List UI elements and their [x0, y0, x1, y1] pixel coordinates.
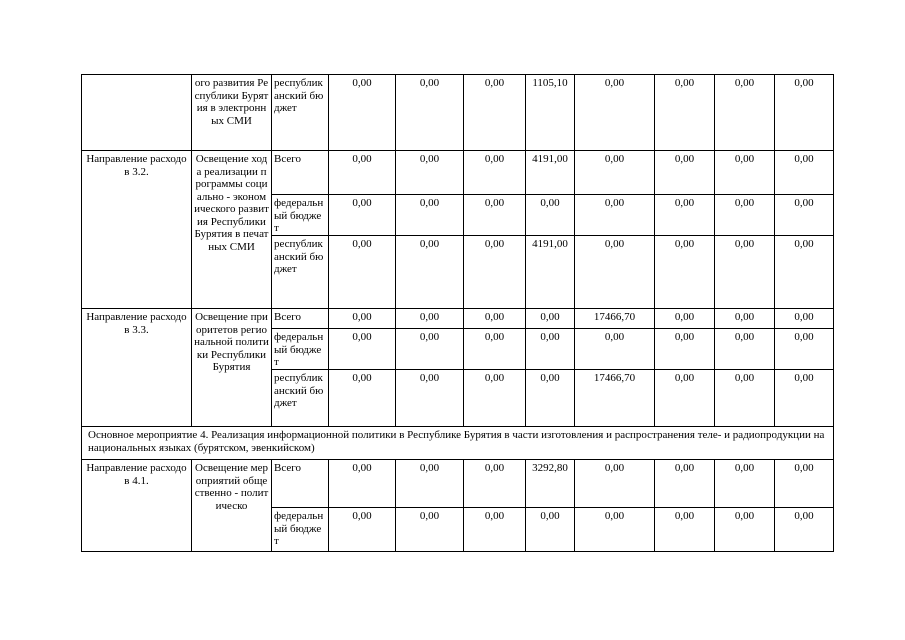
value-cell: 0,00: [396, 195, 464, 236]
value-cell: 0,00: [329, 236, 396, 309]
value-cell: 0,00: [655, 236, 715, 309]
value-cell: 0,00: [526, 508, 575, 552]
table-row: [82, 309, 834, 329]
value-cell: 0,00: [655, 309, 715, 329]
main-event-heading: Основное мероприятие 4. Реализация информационной политики в Республике Бурятия в части изготовления и распространения теле- и радиопродукции на национальных языках (бурятском, эвенкийском): [82, 427, 834, 460]
value-cell: 0,00: [775, 151, 834, 195]
value-cell: 0,00: [575, 151, 655, 195]
value-cell: 0,00: [396, 460, 464, 508]
value-cell: 0,00: [464, 75, 526, 151]
value-cell: 0,00: [526, 329, 575, 370]
source-cell: республиканский бюджет: [272, 370, 329, 427]
value-cell: 0,00: [464, 508, 526, 552]
value-cell: 0,00: [575, 75, 655, 151]
value-cell: 0,00: [575, 236, 655, 309]
value-cell: 0,00: [464, 370, 526, 427]
value-cell: 0,00: [329, 195, 396, 236]
value-cell: 0,00: [396, 236, 464, 309]
section-cell: Направление расходов 4.1.: [82, 460, 192, 552]
source-cell: федеральный бюджет: [272, 195, 329, 236]
value-cell: 1105,10: [526, 75, 575, 151]
value-cell: 0,00: [526, 309, 575, 329]
table-row: [82, 75, 834, 151]
value-cell: 0,00: [715, 236, 775, 309]
value-cell: 0,00: [464, 236, 526, 309]
value-cell: 0,00: [775, 75, 834, 151]
value-cell: 0,00: [464, 329, 526, 370]
value-cell: 0,00: [575, 329, 655, 370]
value-cell: 0,00: [526, 370, 575, 427]
event-name-cell: Освещение хода реализации программы социально - экономического развития Республики Бурятия в печатных СМИ: [192, 151, 272, 309]
value-cell: 0,00: [329, 508, 396, 552]
value-cell: 4191,00: [526, 236, 575, 309]
budget-table: [81, 74, 834, 552]
event-name-cell: ого развития Республики Бурятия в электронных СМИ: [192, 75, 272, 151]
value-cell: 0,00: [775, 370, 834, 427]
source-cell: Всего: [272, 151, 329, 195]
value-cell: 0,00: [464, 195, 526, 236]
value-cell: 0,00: [775, 309, 834, 329]
table-row: [82, 460, 834, 508]
value-cell: 0,00: [655, 75, 715, 151]
value-cell: 0,00: [464, 151, 526, 195]
value-cell: 0,00: [329, 151, 396, 195]
source-cell: федеральный бюджет: [272, 508, 329, 552]
value-cell: 3292,80: [526, 460, 575, 508]
value-cell: 0,00: [715, 508, 775, 552]
value-cell: 0,00: [329, 75, 396, 151]
value-cell: 0,00: [464, 309, 526, 329]
value-cell: 0,00: [775, 460, 834, 508]
value-cell: 0,00: [396, 151, 464, 195]
value-cell: 0,00: [526, 195, 575, 236]
value-cell: 0,00: [715, 329, 775, 370]
value-cell: 0,00: [715, 195, 775, 236]
section-cell: Направление расходов 3.2.: [82, 151, 192, 309]
source-cell: республиканский бюджет: [272, 75, 329, 151]
source-cell: республиканский бюджет: [272, 236, 329, 309]
value-cell: 0,00: [329, 309, 396, 329]
value-cell: 0,00: [775, 195, 834, 236]
value-cell: 0,00: [396, 508, 464, 552]
value-cell: 0,00: [329, 460, 396, 508]
value-cell: 0,00: [775, 329, 834, 370]
value-cell: 0,00: [575, 195, 655, 236]
value-cell: 0,00: [655, 460, 715, 508]
table-row: [82, 427, 834, 460]
value-cell: 0,00: [655, 195, 715, 236]
source-cell: федеральный бюджет: [272, 329, 329, 370]
source-cell: Всего: [272, 460, 329, 508]
value-cell: 0,00: [396, 329, 464, 370]
value-cell: 0,00: [775, 508, 834, 552]
value-cell: 0,00: [715, 75, 775, 151]
value-cell: 0,00: [715, 151, 775, 195]
value-cell: 0,00: [715, 309, 775, 329]
value-cell: 0,00: [329, 329, 396, 370]
event-name-cell: Освещение приоритетов региональной политики Республики Бурятия: [192, 309, 272, 427]
value-cell: 0,00: [655, 329, 715, 370]
section-cell: Направление расходов 3.3.: [82, 309, 192, 427]
table-row: [82, 151, 834, 195]
value-cell: 0,00: [396, 75, 464, 151]
value-cell: 0,00: [396, 370, 464, 427]
value-cell: 0,00: [655, 151, 715, 195]
value-cell: 17466,70: [575, 309, 655, 329]
value-cell: 4191,00: [526, 151, 575, 195]
value-cell: 0,00: [655, 370, 715, 427]
value-cell: 17466,70: [575, 370, 655, 427]
section-cell: [82, 75, 192, 151]
event-name-cell: Освещение мероприятий общественно - политическо: [192, 460, 272, 552]
value-cell: 0,00: [715, 460, 775, 508]
value-cell: 0,00: [715, 370, 775, 427]
value-cell: 0,00: [655, 508, 715, 552]
value-cell: 0,00: [575, 508, 655, 552]
value-cell: 0,00: [575, 460, 655, 508]
value-cell: 0,00: [396, 309, 464, 329]
source-cell: Всего: [272, 309, 329, 329]
value-cell: 0,00: [464, 460, 526, 508]
value-cell: 0,00: [775, 236, 834, 309]
value-cell: 0,00: [329, 370, 396, 427]
